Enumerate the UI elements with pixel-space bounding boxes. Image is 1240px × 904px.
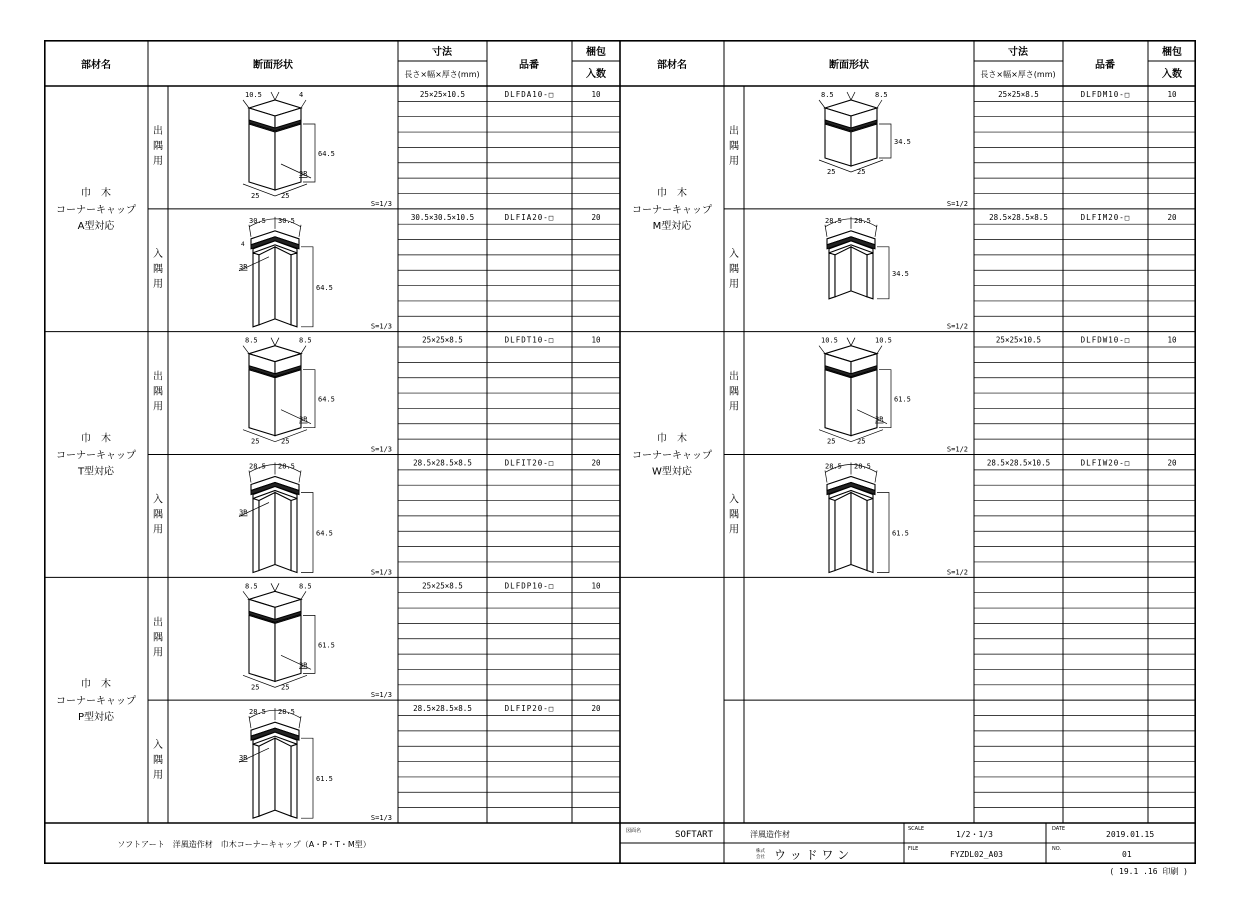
footer-date-label: DATE: [1052, 826, 1066, 832]
top-right-dim-label: 8.5: [299, 582, 312, 591]
product-row: [153, 581, 601, 699]
product-group: [44, 86, 620, 332]
outside-corner-drawing: [243, 91, 335, 200]
group-name-line1: 巾 木: [81, 433, 111, 445]
use-label-char: 出: [153, 126, 163, 137]
group-name-line2: コーナーキャップ: [632, 450, 712, 462]
radius-label: 3R: [239, 754, 248, 763]
scale-note: S=1/3: [370, 199, 392, 208]
header-section-shape: 断面形状: [253, 60, 293, 71]
header-dimension-title: 寸法: [432, 47, 452, 58]
use-label-char: 隅: [729, 263, 739, 275]
outside-corner-drawing: [819, 91, 911, 176]
use-label-char: 用: [729, 278, 739, 290]
group-name-line2: コーナーキャップ: [56, 204, 136, 216]
use-label-char: 用: [729, 401, 739, 413]
header-right: [657, 40, 1196, 86]
use-label-char: 用: [153, 647, 163, 659]
product-row: [729, 90, 1177, 208]
use-label-char: 隅: [153, 632, 163, 644]
header-left: [81, 40, 620, 86]
use-label-char: 用: [153, 156, 163, 167]
footer-company-prefix-bottom: 会社: [756, 855, 765, 860]
use-label-char: 用: [729, 156, 739, 167]
top-left-dim-label: 10.5: [821, 336, 838, 345]
inside-corner-drawing: [825, 463, 909, 573]
part-number-value: DLFDW10-□: [1080, 335, 1131, 345]
height-dim-label: 64.5: [318, 150, 335, 158]
header-part-number-right: 品番: [1095, 60, 1115, 71]
table-grid: [44, 40, 1196, 864]
product-row: [729, 336, 1177, 454]
top-right-dim-label: 8.5: [299, 336, 312, 345]
scale-note: S=1/2: [946, 568, 968, 577]
base-right-dim-label: 25: [281, 437, 290, 446]
header-section-shape-right: 断面形状: [829, 60, 869, 71]
use-label-char: 用: [153, 770, 163, 782]
product-row: [153, 336, 601, 454]
scale-note: S=1/2: [946, 199, 968, 208]
radius-label: 3R: [299, 661, 308, 670]
group-name-line1: 巾 木: [657, 433, 687, 445]
use-label-char: 出: [729, 126, 739, 137]
use-label-char: 用: [153, 524, 163, 536]
product-row: [153, 704, 601, 822]
radius-label: 3R: [875, 415, 884, 424]
product-group: [620, 577, 1196, 823]
product-group: [620, 86, 1196, 332]
dimension-value: 28.5×28.5×10.5: [986, 458, 1051, 468]
group-name-line1: 巾 木: [81, 679, 111, 691]
use-label-char: 用: [153, 278, 163, 290]
scale-note: S=1/3: [370, 814, 392, 822]
height-dim-label: 34.5: [892, 269, 909, 278]
print-note: ( 19.1 .16 印刷 ): [1109, 867, 1188, 876]
part-number-value: DLFDM10-□: [1080, 90, 1131, 99]
use-label-char: 隅: [153, 263, 163, 275]
scale-note: S=1/2: [946, 445, 968, 454]
top-right-dim-label: 28.5: [278, 708, 295, 717]
use-label-char: 出: [729, 371, 739, 383]
top-left-dim-label: 8.5: [245, 582, 258, 591]
footer-file-value: FYZDL02_A03: [950, 850, 1003, 859]
use-label-char: 入: [153, 494, 163, 506]
top-left-dim-label: 10.5: [245, 91, 262, 99]
base-left-dim-label: 25: [251, 437, 260, 446]
base-right-dim-label: 25: [281, 192, 290, 200]
height-dim-label: 61.5: [318, 641, 335, 650]
top-left-dim-label: 8.5: [245, 336, 258, 345]
height-dim-label: 64.5: [316, 283, 333, 292]
footer-file-label: FILE: [908, 846, 919, 852]
top-right-dim-label: 28.5: [854, 462, 871, 471]
height-dim-label: 61.5: [892, 529, 909, 538]
use-label-char: 入: [729, 494, 739, 506]
product-row: [153, 459, 601, 577]
use-label-char: 隅: [153, 386, 163, 398]
top-left-dim-label: 28.5: [249, 462, 266, 471]
dimension-value: 25×25×10.5: [419, 90, 466, 99]
group-name-line3: W型対応: [652, 466, 692, 478]
pack-value: 20: [591, 458, 601, 468]
part-number-value: DLFDA10-□: [504, 90, 555, 99]
part-number-value: DLFDP10-□: [504, 581, 555, 591]
use-label-char: 隅: [729, 509, 739, 521]
base-right-dim-label: 25: [281, 683, 290, 692]
header-part-number: 品番: [519, 60, 539, 71]
top-left-dim-label: 30.5: [249, 216, 266, 225]
group-name-line1: 巾 木: [81, 187, 111, 199]
footer-company: SOFTART: [675, 830, 713, 840]
use-label-char: 入: [153, 740, 163, 752]
product-group: [44, 577, 620, 823]
outside-corner-drawing: [243, 337, 335, 446]
part-number-value: DLFIA20-□: [504, 212, 555, 222]
side-dim-label: 4: [241, 240, 245, 248]
inside-corner-drawing: [239, 217, 333, 327]
use-label-char: 出: [153, 617, 163, 629]
product-row: [153, 213, 601, 331]
radius-label: 3R: [299, 415, 308, 424]
group-name-line3: T型対応: [77, 466, 115, 478]
group-name-line2: コーナーキャップ: [56, 450, 136, 462]
footer-drawn-label: 図面名: [626, 828, 642, 834]
base-left-dim-label: 25: [251, 683, 260, 692]
part-number-value: DLFIW20-□: [1080, 458, 1131, 468]
product-group: [620, 332, 1196, 578]
footer-company-prefix-top: 株式: [756, 849, 765, 854]
outside-corner-drawing: [819, 337, 911, 446]
base-left-dim-label: 25: [251, 192, 260, 200]
header-pack-top-right: 梱包: [1162, 47, 1182, 58]
use-label-char: 隅: [153, 755, 163, 767]
base-right-dim-label: 25: [857, 437, 866, 446]
footer-no-value: 01: [1122, 850, 1132, 859]
pack-value: 20: [1167, 212, 1177, 222]
base-right-dim-label: 25: [857, 168, 866, 176]
use-label-char: 隅: [729, 141, 739, 152]
scale-note: S=1/3: [370, 445, 392, 454]
height-dim-label: 61.5: [894, 395, 911, 404]
top-right-dim-label: 10.5: [875, 336, 892, 345]
part-number-value: DLFIT20-□: [504, 458, 555, 468]
pack-value: 10: [1167, 335, 1177, 345]
radius-label: 3R: [239, 508, 248, 517]
footer-caption: ソフトアート 洋風造作材 巾木コーナーキャップ（A・P・T・M型）: [117, 840, 371, 849]
product-row: [729, 213, 1177, 331]
dimension-value: 25×25×10.5: [995, 335, 1042, 345]
pack-value: 10: [591, 90, 601, 99]
dimension-value: 25×25×8.5: [422, 581, 463, 591]
footer-date-value: 2019.01.15: [1106, 830, 1155, 839]
footer-no-label: NO.: [1052, 846, 1062, 852]
top-left-dim-label: 28.5: [825, 216, 842, 225]
top-left-dim-label: 28.5: [825, 462, 842, 471]
height-dim-label: 64.5: [318, 395, 335, 404]
use-label-char: 出: [153, 371, 163, 383]
top-right-dim-label: 4: [299, 91, 304, 99]
pack-value: 20: [591, 212, 601, 222]
footer-scale-label: SCALE: [908, 826, 925, 832]
drawing-sheet: [44, 40, 1196, 864]
group-name-line2: コーナーキャップ: [56, 696, 136, 708]
inside-corner-drawing: [825, 217, 909, 299]
scale-note: S=1/3: [370, 691, 392, 700]
scale-note: S=1/3: [370, 322, 392, 331]
part-number-value: DLFIP20-□: [504, 704, 555, 714]
dimension-value: 30.5×30.5×10.5: [410, 212, 475, 222]
part-number-value: DLFDT10-□: [504, 335, 555, 345]
use-label-char: 隅: [153, 141, 163, 152]
footer-company-jp: ウ ッ ド ワ ン: [774, 848, 850, 862]
top-right-dim-label: 28.5: [278, 462, 295, 471]
header-part-name: 部材名: [81, 60, 111, 71]
scale-note: S=1/2: [946, 322, 968, 331]
use-label-char: 用: [153, 401, 163, 413]
use-label-char: 入: [729, 248, 739, 260]
header-pack-bottom: 入数: [586, 69, 606, 80]
use-label-char: 入: [153, 248, 163, 260]
dimension-value: 25×25×8.5: [422, 335, 463, 345]
top-left-dim-label: 8.5: [821, 91, 834, 99]
scale-note: S=1/3: [370, 568, 392, 577]
pack-value: 20: [1167, 458, 1177, 468]
radius-label: 3R: [299, 170, 308, 178]
product-row: [153, 90, 601, 208]
base-left-dim-label: 25: [827, 437, 836, 446]
header-pack-top: 梱包: [586, 47, 606, 58]
inside-corner-drawing: [239, 463, 333, 573]
group-name-line3: A型対応: [77, 220, 115, 232]
dimension-value: 25×25×8.5: [998, 90, 1039, 99]
top-right-dim-label: 30.5: [278, 216, 295, 225]
header-pack-bottom-right: 入数: [1162, 69, 1182, 80]
base-left-dim-label: 25: [827, 168, 836, 176]
outside-corner-drawing: [243, 582, 335, 691]
dimension-value: 28.5×28.5×8.5: [413, 704, 472, 714]
group-name-line3: M型対応: [652, 220, 692, 232]
radius-label: 3R: [239, 262, 248, 271]
header-dimension-sub: 長さ×幅×厚さ(mm): [404, 70, 480, 79]
use-label-char: 用: [729, 524, 739, 536]
header-dimension-sub-right: 長さ×幅×厚さ(mm): [980, 70, 1056, 79]
part-number-value: DLFIM20-□: [1080, 212, 1131, 222]
dimension-value: 28.5×28.5×8.5: [989, 212, 1048, 222]
pack-value: 10: [1167, 90, 1177, 99]
dimension-value: 28.5×28.5×8.5: [413, 458, 472, 468]
product-row: [729, 459, 1177, 577]
use-label-char: 隅: [153, 509, 163, 521]
top-left-dim-label: 28.5: [249, 708, 266, 717]
header-dimension-title-right: 寸法: [1008, 47, 1028, 58]
height-dim-label: 64.5: [316, 529, 333, 538]
height-dim-label: 34.5: [894, 138, 911, 146]
top-right-dim-label: 8.5: [875, 91, 888, 99]
use-label-char: 隅: [729, 386, 739, 398]
group-name-line2: コーナーキャップ: [632, 204, 712, 216]
header-part-name-right: 部材名: [657, 60, 687, 71]
pack-value: 20: [591, 704, 601, 714]
inside-corner-drawing: [239, 708, 333, 818]
footer-product-line: 洋風造作材: [750, 830, 790, 839]
pack-value: 10: [591, 581, 601, 591]
height-dim-label: 61.5: [316, 775, 333, 784]
product-group: [44, 332, 620, 578]
group-name-line3: P型対応: [77, 712, 115, 724]
top-right-dim-label: 28.5: [854, 216, 871, 225]
group-name-line1: 巾 木: [657, 187, 687, 199]
footer-scale-value: 1/2・1/3: [956, 830, 993, 839]
pack-value: 10: [591, 335, 601, 345]
